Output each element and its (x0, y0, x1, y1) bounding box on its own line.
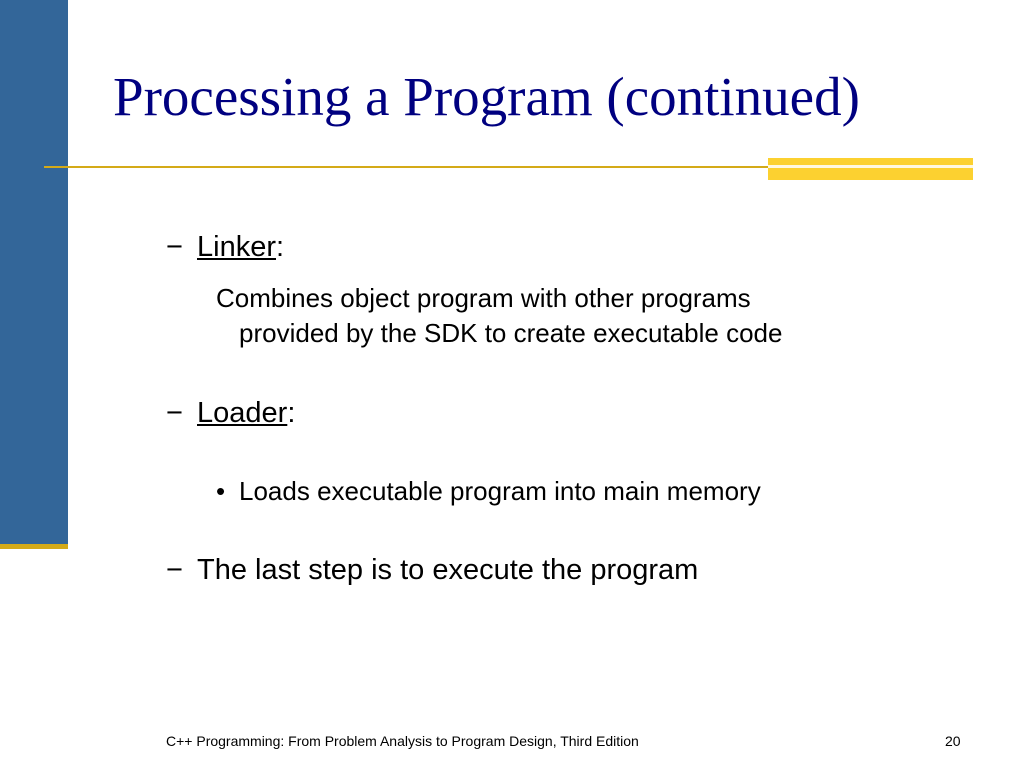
linker-description-line-1: Combines object program with other programs (216, 283, 751, 313)
loader-bullet-text: Loads executable program into main memory (239, 476, 761, 506)
last-step-item (166, 553, 698, 587)
bullet-marker: • (216, 476, 226, 506)
linker-colon: : (276, 231, 285, 263)
dash-marker: − (166, 231, 183, 263)
loader-colon: : (287, 397, 296, 429)
left-sidebar-bar (0, 0, 68, 546)
title-underline (44, 166, 774, 168)
page-number: 20 (945, 733, 961, 749)
dash-marker: − (166, 397, 183, 429)
linker-item (166, 230, 284, 264)
linker-term: Linker (197, 231, 276, 263)
slide-title: Processing a Program (continued) (113, 66, 860, 127)
last-step-text: The last step is to execute the program (197, 554, 699, 586)
loader-term: Loader (197, 397, 288, 429)
title-accent-stripe (768, 165, 973, 168)
linker-description-line-2: provided by the SDK to create executable code (239, 318, 783, 348)
footer-book-title: C++ Programming: From Problem Analysis to Program Design, Third Edition (166, 733, 639, 749)
title-accent-bar (768, 158, 973, 180)
dash-marker: − (166, 554, 183, 586)
loader-item (166, 396, 295, 430)
loader-bullet-item (216, 473, 761, 509)
sidebar-gold-edge (0, 544, 68, 549)
